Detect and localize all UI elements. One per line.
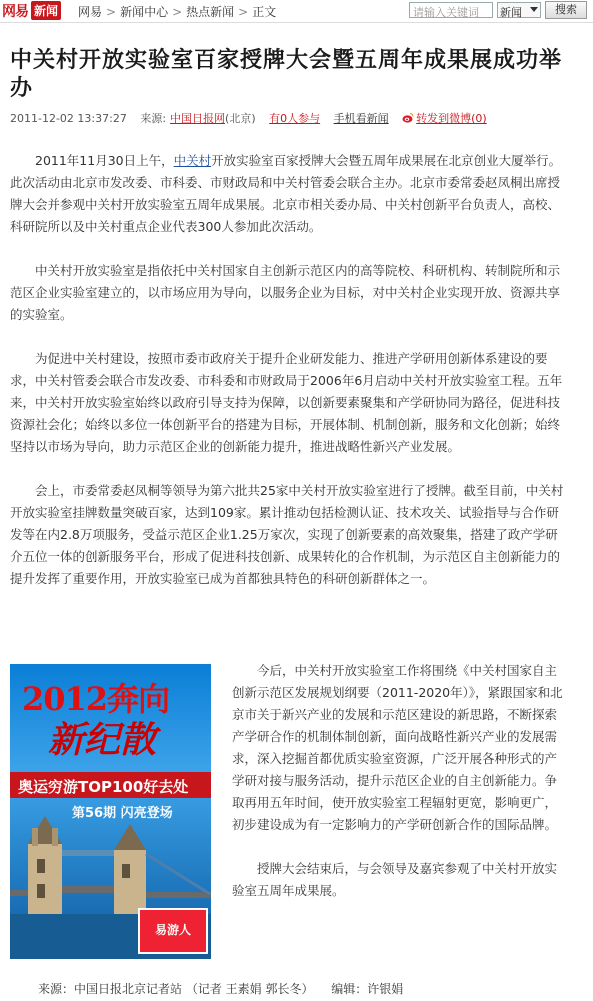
keyword-link[interactable]: 中关村 [173,153,212,168]
search-scope-select[interactable] [497,2,541,18]
ad-red-band [10,772,211,798]
breadcrumb-separator: > [106,5,117,19]
footer-source: 来源：中国日报北京记者站 （记者 王素娟 郭长冬） [38,982,314,996]
paragraph: 中关村开放实验室是指依托中关村国家自主创新示范区内的高等院校、科研机构、转制院所和示范区企业实验室建立的，以市场应用为导向，以服务企业为目标，对中关村企业实现开放、资源共享的实验室。 [10,263,561,322]
paragraph: 为促进中关村建设，按照市委市政府关于提升企业研发能力、推进产学研用创新体系建设的要求，中关村管委会联合市发改委、市科委和市财政局于2006年6月启动中关村开放实验室工程。五年来，中关村开放实验室始终以政府引导支持为保障，以创新要素聚集和产学研协同为路径，促进科技资源社会化；始终以多位一体创新平台的搭建为目标，开展体制、机制创新，服务和文化创新；始终坚持以市场为导向，助力示范区企业的创新能力提升，推进战略性新兴产业发展。 [10,351,563,454]
article-footer [38,980,403,997]
search-scope-value: 新闻 [500,6,522,19]
search-input[interactable]: 请输入关键词 [409,2,493,18]
breadcrumb-separator: > [238,5,249,19]
ad-issue-text: 第56期 闪亮登场 [72,806,173,821]
article-body-continued [232,660,564,924]
article-meta [10,110,585,126]
breadcrumb-separator: > [172,5,183,19]
breadcrumb [78,3,276,20]
search-button[interactable]: 搜索 [545,1,587,19]
ad-headline-text: 新纪散 [48,719,157,761]
paragraph: 今后，中关村开放实验室工作将围绕《中关村国家自主创新示范区发展规划纲要（2011-2020年）》，紧跟国家和北京市关于新兴产业的发展和示范区建设的新思路，不断探索产学研合作的机制体制创新，面向战略性新兴产业的发展需求，深入挖掘首都优质实验室资源，广泛开展各种形式的产学研对接与服务活动，提升示范区企业的自主创新能力。争取再用五年时间，使开放实验室工程辐射更宽，影响更广，初步建设成为有一定影响力的产学研创新合作的国际品牌。 [232,663,563,832]
participants-link[interactable]: 有0人参与 [269,112,321,125]
article-title: 中关村开放实验室百家授牌大会暨五周年成果展成功举办 [10,47,563,101]
paragraph: 授牌大会结束后，与会领导及嘉宾参观了中关村开放实验室五周年成果展。 [232,861,558,898]
source-label: 来源: [140,112,167,125]
footer-editor: 编辑：许银娟 [331,982,404,996]
weibo-icon [402,112,414,124]
logo-brand: 网易 [2,3,28,20]
paragraph [10,150,564,238]
paragraph-text: 2011年11月30日上午， [35,153,174,168]
weibo-share-label: 转发到微博(0) [416,112,487,125]
chevron-down-icon [530,7,538,12]
advertisement-banner[interactable] [10,664,211,959]
source-location: (北京) [225,112,256,125]
breadcrumb-news-center[interactable]: 新闻中心 [120,5,169,19]
ad-band-text: 奥运穷游TOP100好去处 [18,778,189,796]
breadcrumb-current: 正文 [252,5,277,19]
source-link[interactable]: 中国日报网 [170,112,226,125]
breadcrumb-hot-news[interactable]: 热点新闻 [186,5,235,19]
site-logo[interactable] [2,2,61,19]
article-body [10,150,564,612]
weibo-share-link[interactable] [402,112,487,125]
ad-year-text: 2012奔向 [22,680,170,718]
paragraph: 会上，市委常委赵凤桐等领导为第六批共25家中关村开放实验室进行了授牌。截至目前，中关村开放实验室挂牌数量突破百家，达到109家。累计推动包括检测认证、技术攻关、试验指导与合作研发等在内2.8万项服务，受益示范区企业1.25万家次，实现了创新要素的高效聚集，搭建了政产学研介五位一体的创新服务平台，形成了促进科技创新、成果转化的合作机制，为示范区自主创新能力的提升发挥了重要作用，开放实验室已成为首都独具特色的科研创新群体之一。 [10,483,564,586]
article-datetime: 2011-12-02 13:37:27 [10,112,127,125]
logo-news-badge: 新闻 [31,1,61,20]
mobile-news-link[interactable]: 手机看新闻 [333,112,389,125]
paragraph-text: 开放实验室百家授牌大会暨五周年成果展在北京创业大厦举行。此次活动由北京市发改委、市科委、市财政局和中关村管委会联合主办。北京市委常委赵凤桐出席授牌大会并参观中关村开放实验室五周年成果展。北京市相关委办局、中关村创新平台负责人，高校、科研院所以及中关村重点企业代表300人参加此次活动。 [10,153,562,234]
top-bar [0,0,593,23]
breadcrumb-netease[interactable]: 网易 [78,5,103,19]
ad-magazine-cover: 易游人 [138,908,208,954]
